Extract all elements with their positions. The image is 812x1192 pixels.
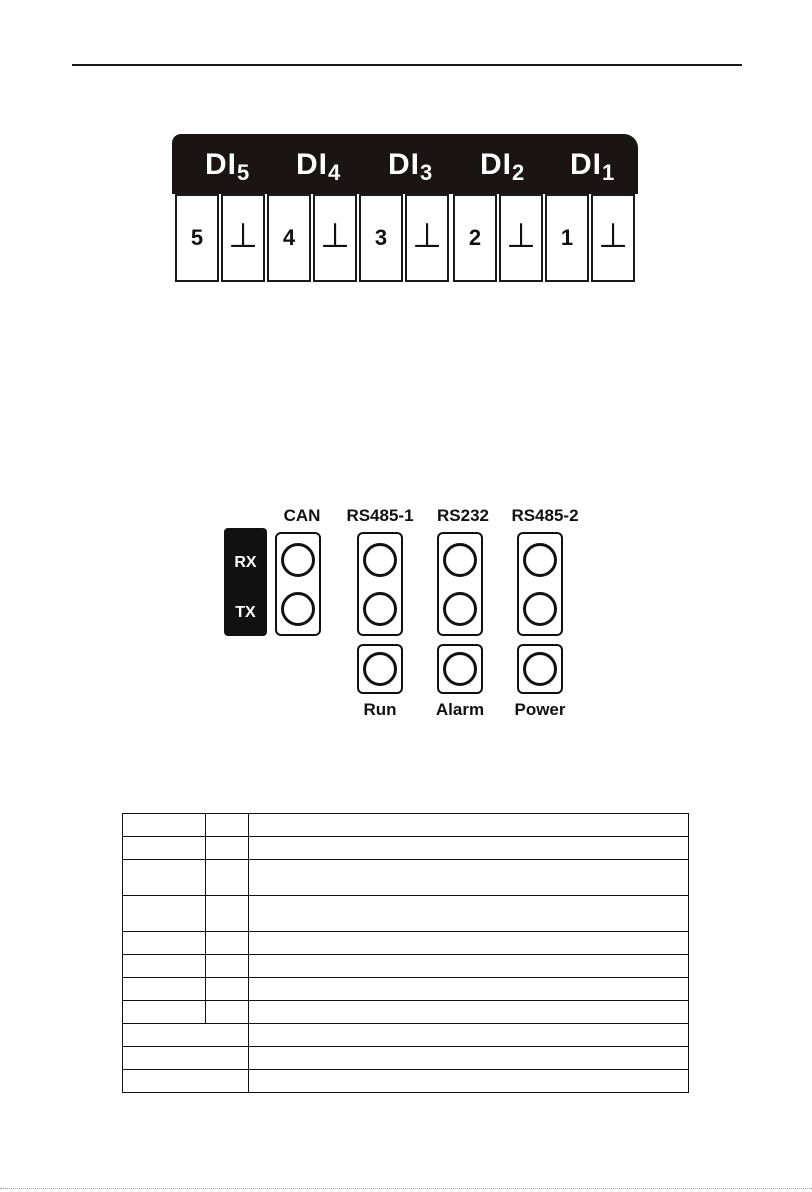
table-cell — [206, 860, 249, 896]
rs232-label: RS232 — [437, 506, 489, 525]
terminal-di4-ground: ⊥ — [313, 194, 357, 282]
header-rule — [72, 64, 742, 66]
table-cell — [123, 1070, 249, 1093]
di-group-label-3: $DI_3$ — [388, 148, 434, 185]
terminal-di5-signal: 5 — [175, 194, 219, 282]
run-led-frame — [357, 644, 403, 694]
terminal-cells — [175, 192, 637, 284]
table-row — [123, 896, 689, 932]
terminal-header-bar — [172, 134, 638, 194]
can-tx-led-icon — [281, 592, 315, 626]
power-led-icon — [523, 652, 557, 686]
table-cell — [123, 896, 206, 932]
power-led-frame — [517, 644, 563, 694]
table-cell — [123, 1047, 249, 1070]
alarm-label: Alarm — [435, 700, 485, 719]
rs232-led-frame — [437, 532, 483, 636]
table-cell — [249, 837, 689, 860]
run-led-icon — [363, 652, 397, 686]
rs232-tx-led-icon — [443, 592, 477, 626]
led-indicator-panel — [224, 500, 600, 724]
table-cell — [249, 932, 689, 955]
terminal-di4-signal: 4 — [267, 194, 311, 282]
footer-rule — [0, 1188, 812, 1190]
can-rx-led-icon — [281, 543, 315, 577]
rs485-1-label: RS485-1 — [346, 506, 414, 525]
digital-input-terminal-block — [172, 134, 638, 286]
table-cell — [123, 860, 206, 896]
table-cell — [249, 1070, 689, 1093]
table-cell — [206, 932, 249, 955]
di-group-label-1: $DI_1$ — [570, 148, 616, 185]
table-cell — [249, 896, 689, 932]
rs485-2-rx-led-icon — [523, 543, 557, 577]
table-cell — [249, 955, 689, 978]
alarm-led-icon — [443, 652, 477, 686]
table-cell — [123, 978, 206, 1001]
table-cell — [206, 896, 249, 932]
run-label: Run — [363, 700, 397, 719]
table-cell — [123, 814, 206, 837]
table-cell — [123, 932, 206, 955]
table-row — [123, 978, 689, 1001]
table-cell — [249, 1047, 689, 1070]
table-cell — [249, 1024, 689, 1047]
di-group-label-5: $DI_5$ — [205, 148, 251, 185]
rs485-2-led-frame — [517, 532, 563, 636]
tx-label: TX — [235, 604, 256, 621]
table-cell — [249, 814, 689, 837]
table-row — [123, 955, 689, 978]
rx-tx-tab — [224, 528, 267, 636]
alarm-led-frame — [437, 644, 483, 694]
table-cell — [206, 837, 249, 860]
terminal-di2-signal: 2 — [453, 194, 497, 282]
terminal-di5-ground: ⊥ — [221, 194, 265, 282]
terminal-di2-ground: ⊥ — [499, 194, 543, 282]
table-row — [123, 860, 689, 896]
table-cell — [123, 1024, 249, 1047]
terminal-di1-signal: 1 — [545, 194, 589, 282]
di-group-label-2: $DI_2$ — [480, 148, 526, 185]
terminal-di1-ground: ⊥ — [591, 194, 635, 282]
description-table — [122, 813, 689, 1093]
table-row — [123, 1070, 689, 1093]
table-cell — [206, 814, 249, 837]
power-label: Power — [514, 700, 566, 719]
table-cell — [206, 955, 249, 978]
can-label: CAN — [283, 506, 321, 525]
table-row — [123, 814, 689, 837]
table-cell — [249, 978, 689, 1001]
table-row — [123, 1001, 689, 1024]
rs485-1-tx-led-icon — [363, 592, 397, 626]
table-row — [123, 837, 689, 860]
table-cell — [123, 1001, 206, 1024]
table-cell — [249, 1001, 689, 1024]
table-cell — [249, 860, 689, 896]
terminal-di3-ground: ⊥ — [405, 194, 449, 282]
table-cell — [123, 837, 206, 860]
rs485-1-led-frame — [357, 532, 403, 636]
rs485-2-label: RS485-2 — [511, 506, 579, 525]
table-cell — [206, 1001, 249, 1024]
rs485-1-rx-led-icon — [363, 543, 397, 577]
di-group-label-4: $DI_4$ — [296, 148, 342, 185]
rx-label: RX — [234, 554, 257, 571]
table-row — [123, 1047, 689, 1070]
terminal-di3-signal: 3 — [359, 194, 403, 282]
table-row — [123, 932, 689, 955]
table-cell — [123, 955, 206, 978]
rs232-rx-led-icon — [443, 543, 477, 577]
table-cell — [206, 978, 249, 1001]
rs485-2-tx-led-icon — [523, 592, 557, 626]
table-row — [123, 1024, 689, 1047]
can-led-frame — [275, 532, 321, 636]
